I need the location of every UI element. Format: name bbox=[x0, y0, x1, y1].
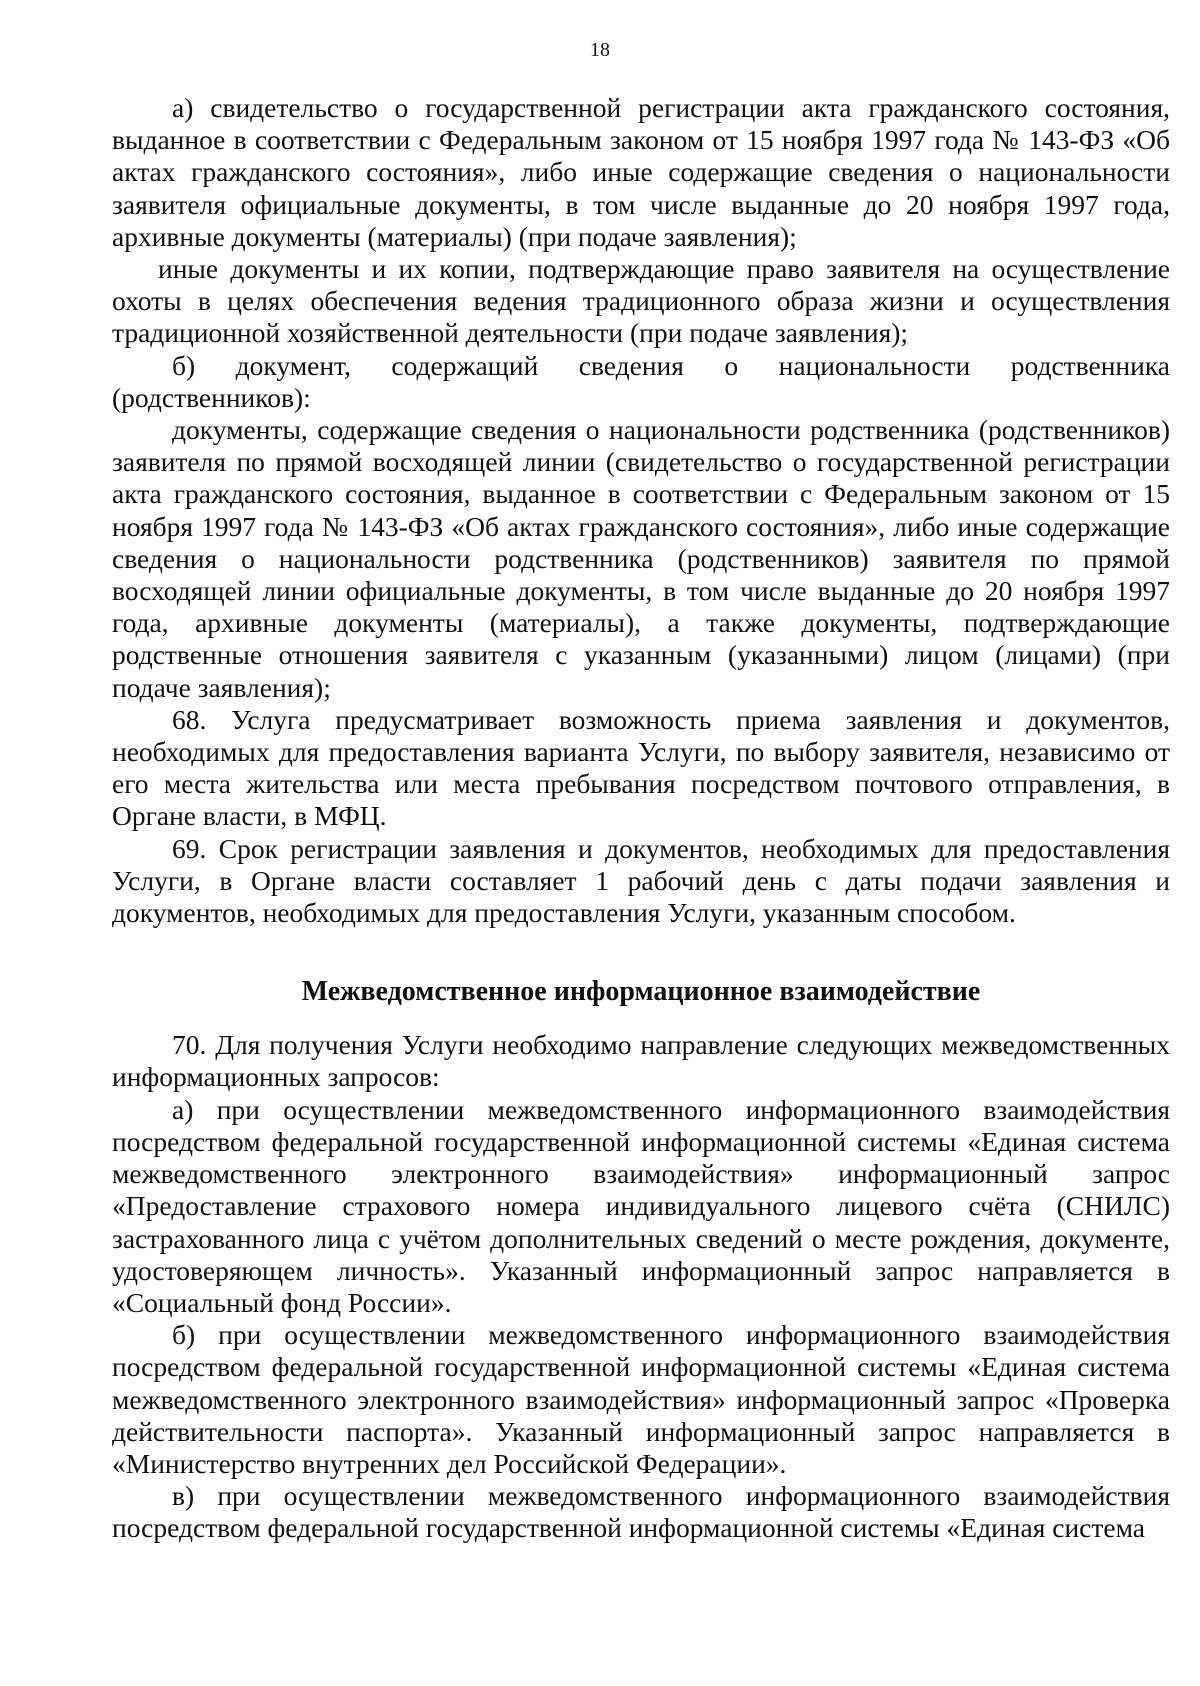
paragraph-relatives-documents: документы, содержащие сведения о национальности родственника (родственников) заявителя по прямой восходящей линии (свидетельство о государственной регистрации акта гражданского состояния, выданное в соответствии с Федеральным законом от 15 ноября 1997 года № 143-ФЗ «Об актах гражданского состояния», либо иные содержащие сведения о национальности родственника (родственников) заявителя по прямой восходящей линии официальные документы, в том числе выданные до 20 ноября 1997 года, архивные документы (материалы), а также документы, подтверждающие родственные отношения заявителя с указанным (указанными) лицом (лицами) (при подаче заявления); bbox=[112, 414, 1170, 703]
paragraph-70-a: а) при осуществлении межведомственного информационного взаимодействия посредством федеральной государственной информационной системы «Единая система межведомственного электронного взаимодействия» информационный запрос «Предоставление страхового номера индивидуального лицевого счёта (СНИЛС) застрахованного лица с учётом дополнительных сведений о месте рождения, документе, удостоверяющем личность». Указанный информационный запрос направляется в «Социальный фонд России». bbox=[112, 1093, 1170, 1318]
paragraph-68: 68. Услуга предусматривает возможность приема заявления и документов, необходимых для предоставления варианта Услуги, по выбору заявителя, независимо от его места жительства или места пребывания посредством почтового отправления, в Органе власти, в МФЦ. bbox=[112, 703, 1170, 832]
paragraph-69: 69. Срок регистрации заявления и документов, необходимых для предоставления Услуги, в Органе власти составляет 1 рабочий день с даты подачи заявления и документов, необходимых для предоставления Услуги, указанным способом. bbox=[112, 832, 1170, 929]
section-heading: Межведомственное информационное взаимодействие bbox=[301, 976, 981, 1008]
paragraph-item-b: б) документ, содержащий сведения о национальности родственника (родственников): bbox=[112, 349, 1170, 413]
page-number: 18 bbox=[590, 39, 610, 61]
paragraph-item-a: а) свидетельство о государственной регистрации акта гражданского состояния, выданное в соответствии с Федеральным законом от 15 ноября 1997 года № 143-ФЗ «Об актах гражданского состояния», либо иные содержащие сведения о национальности заявителя официальные документы, в том числе выданные до 20 ноября 1997 года, архивные документы (материалы) (при подаче заявления); bbox=[112, 92, 1170, 252]
document-body bbox=[112, 92, 1170, 1545]
paragraph-70-c: в) при осуществлении межведомственного информационного взаимодействия посредством федеральной государственной информационной системы «Единая система bbox=[112, 1480, 1170, 1544]
paragraph-other-documents: иные документы и их копии, подтверждающие право заявителя на осуществление охоты в целях обеспечения ведения традиционного образа жизни и осуществления традиционной хозяйственной деятельности (при подаче заявления); bbox=[112, 253, 1170, 349]
paragraph-70: 70. Для получения Услуги необходимо направление следующих межведомственных информационных запросов: bbox=[112, 1029, 1170, 1093]
paragraph-70-b: б) при осуществлении межведомственного информационного взаимодействия посредством федеральной государственной информационной системы «Единая система межведомственного электронного взаимодействия» информационный запрос «Проверка действительности паспорта». Указанный информационный запрос направляется в «Министерство внутренних дел Российской Федерации». bbox=[112, 1319, 1170, 1479]
